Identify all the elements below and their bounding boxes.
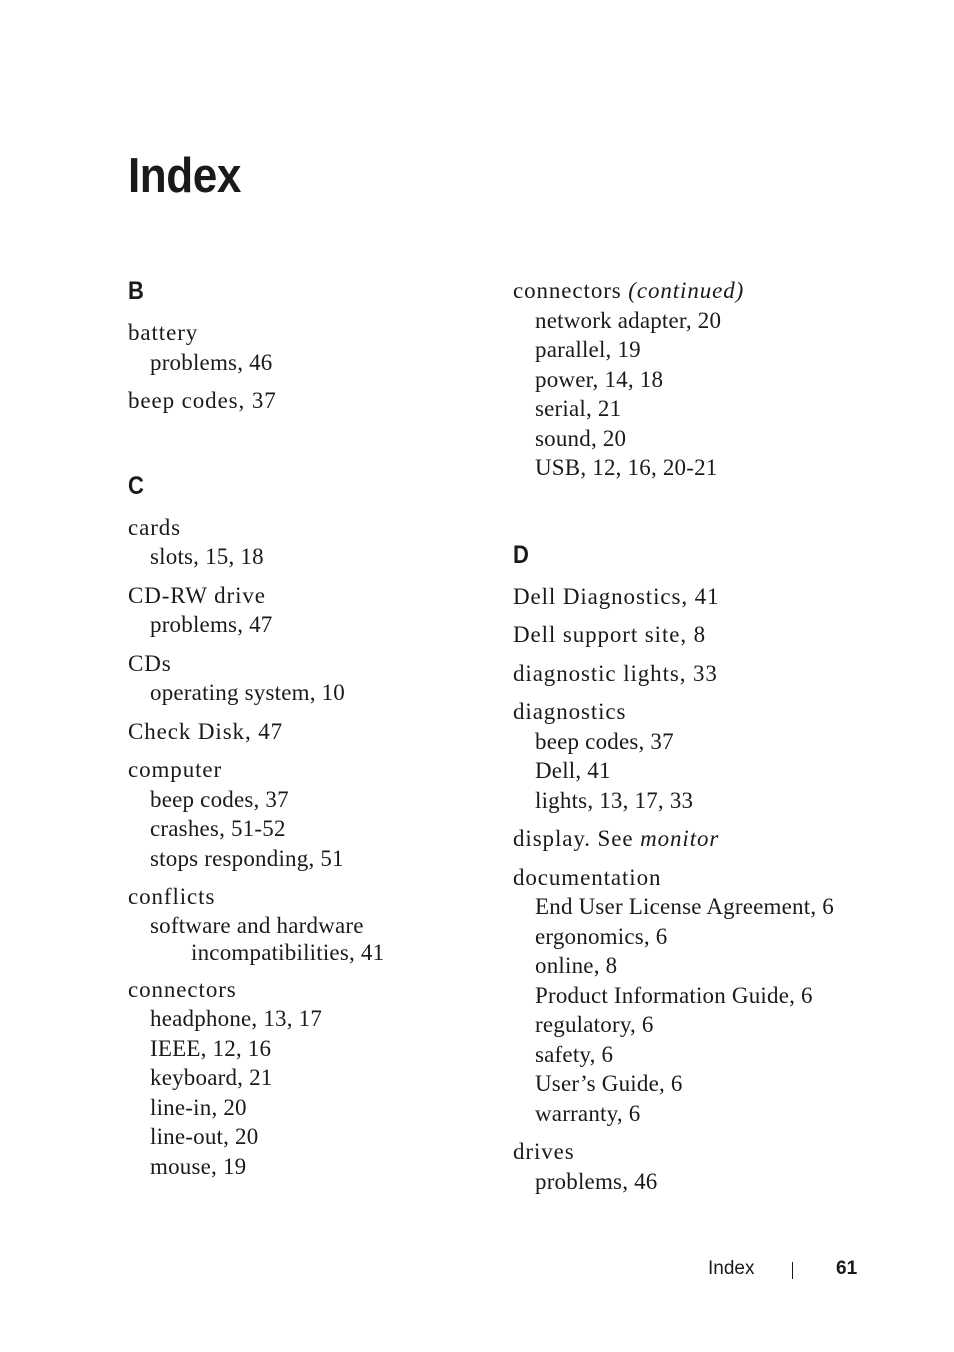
footer-section-label: Index <box>708 1258 755 1279</box>
index-term <box>513 824 873 854</box>
index-term: Check Disk, 47 <box>128 718 284 744</box>
index-subterm: line-out, 20 <box>150 1124 259 1149</box>
index-subterm: serial, 21 <box>535 396 622 421</box>
index-entry-dell-support-site <box>513 620 873 650</box>
index-entry-documentation <box>513 863 873 1129</box>
index-entry-computer <box>128 755 468 873</box>
section-letter: D <box>513 540 529 569</box>
index-term-text: connectors <box>513 278 622 303</box>
index-subterm: USB, 12, 16, 20-21 <box>535 455 718 480</box>
index-term: diagnostic lights, 33 <box>513 660 718 686</box>
index-term: computer <box>128 757 223 782</box>
index-subterm: network adapter, 20 <box>535 307 722 333</box>
index-subterm: IEEE, 12, 16 <box>150 1035 272 1061</box>
index-column-right <box>513 276 873 1205</box>
index-subterm: headphone, 13, 17 <box>150 1006 323 1031</box>
index-subterm: sound, 20 <box>535 425 627 451</box>
index-entry-battery <box>128 318 468 377</box>
index-entry-diagnostics <box>513 697 873 815</box>
footer-separator <box>792 1262 793 1279</box>
see-reference: monitor <box>640 826 720 851</box>
index-term: CDs <box>128 650 172 676</box>
index-subterm: crashes, 51-52 <box>150 816 286 841</box>
index-column-left <box>128 276 468 1190</box>
index-subterm: mouse, 19 <box>150 1153 247 1179</box>
index-term: cards <box>128 514 182 540</box>
index-section-d <box>513 540 873 1197</box>
index-subterm: safety, 6 <box>535 1041 614 1067</box>
index-subterm-line: software and hardware <box>150 912 364 938</box>
index-term: beep codes, 37 <box>128 388 277 413</box>
index-term: battery <box>128 320 199 345</box>
index-subterm: User’s Guide, 6 <box>535 1071 683 1096</box>
index-section-b <box>128 276 468 416</box>
index-subterm: problems, 47 <box>150 612 273 637</box>
continued-note: (continued) <box>628 278 745 303</box>
index-entry-beep-codes <box>128 386 468 416</box>
index-subterm-continuation: incompatibilities, 41 <box>191 939 385 965</box>
index-term: diagnostics <box>513 699 627 724</box>
index-term: CD-RW drive <box>128 582 266 608</box>
index-subterm: Product Information Guide, 6 <box>535 982 813 1008</box>
index-subterm: power, 14, 18 <box>535 366 664 392</box>
page-footer <box>0 1255 954 1285</box>
index-subterm: warranty, 6 <box>535 1100 641 1126</box>
index-subterm <box>128 912 468 966</box>
index-entry-diagnostic-lights <box>513 659 873 689</box>
section-letter: C <box>128 471 144 500</box>
index-subterm: operating system, 10 <box>150 680 345 705</box>
page-title: Index <box>128 149 241 203</box>
index-entry-connectors <box>128 975 468 1182</box>
index-entry-cd-rw-drive <box>128 581 468 640</box>
index-subterm: lights, 13, 17, 33 <box>535 787 694 813</box>
index-subterm: beep codes, 37 <box>535 728 674 754</box>
index-entry-display <box>513 824 873 854</box>
index-subterm: problems, 46 <box>535 1168 658 1194</box>
index-subterm: regulatory, 6 <box>535 1012 654 1037</box>
index-subterm: Dell, 41 <box>535 758 611 783</box>
index-subterm: End User License Agreement, 6 <box>535 894 834 919</box>
index-term: Dell support site, 8 <box>513 622 707 647</box>
index-entry-cds <box>128 649 468 708</box>
index-subterm: parallel, 19 <box>535 337 641 362</box>
index-subterm: problems, 46 <box>150 349 273 375</box>
index-term: connectors <box>128 976 237 1002</box>
index-entry-dell-diagnostics <box>513 582 873 612</box>
index-term-text: display. See <box>513 826 634 851</box>
index-subterm: keyboard, 21 <box>150 1065 273 1090</box>
index-term: drives <box>513 1139 575 1164</box>
index-entry-check-disk <box>128 717 468 747</box>
index-entry-drives <box>513 1137 873 1196</box>
index-entry-cards <box>128 513 468 572</box>
index-subterm: online, 8 <box>535 953 618 978</box>
index-subterm: stops responding, 51 <box>150 845 344 871</box>
index-term <box>513 276 873 306</box>
index-subterm: ergonomics, 6 <box>535 923 668 949</box>
index-section-c <box>128 471 468 1182</box>
index-subterm: line-in, 20 <box>150 1094 247 1120</box>
section-letter: B <box>128 277 144 305</box>
index-term: conflicts <box>128 884 216 909</box>
index-subterm: slots, 15, 18 <box>150 544 264 569</box>
index-subterm: beep codes, 37 <box>150 786 289 812</box>
index-entry-connectors-continued <box>513 276 873 483</box>
page-number: 61 <box>836 1258 858 1279</box>
index-entry-conflicts <box>128 882 468 966</box>
index-term: documentation <box>513 864 662 890</box>
index-term: Dell Diagnostics, 41 <box>513 583 720 609</box>
